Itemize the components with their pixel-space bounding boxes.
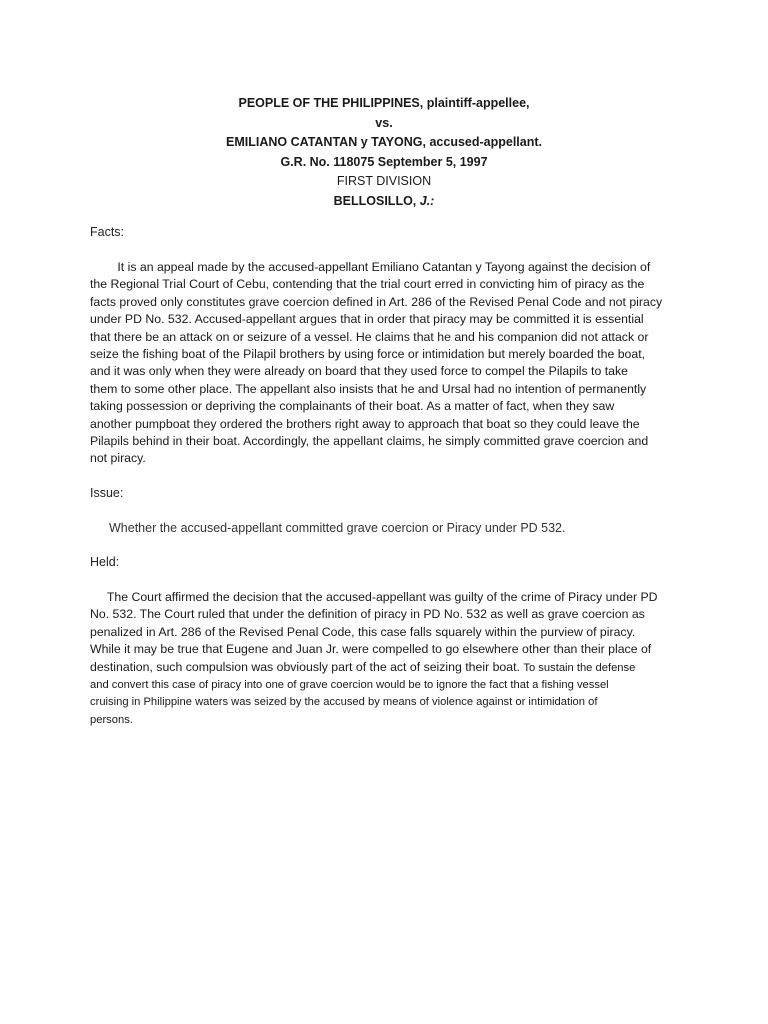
caption-division: FIRST DIVISION [336, 174, 432, 188]
caption-versus: vs. [375, 115, 393, 130]
held-paragraph [90, 589, 690, 729]
held-line: persons. [90, 713, 133, 726]
caption-parties-plaintiff: PEOPLE OF THE PHILIPPINES, plaintiff-appellee, [238, 96, 530, 110]
case-caption [90, 94, 678, 211]
held-line-segment: destination, such compulsion was obviously part of the act of seizing their boat. [90, 659, 524, 674]
facts-heading: Facts: [90, 225, 125, 239]
held-line: and convert this case of piracy into one of grave coercion would be to ignore the fact that a fishing vessel [90, 679, 609, 692]
facts-line: the Regional Trial Court of Cebu, contending that the trial court erred in convicting him of piracy as the [90, 277, 645, 292]
held-line: While it may be true that Eugene and Juan Jr. were compelled to go elsewhere other than their place of [90, 642, 652, 657]
facts-line: them to some other place. The appellant also insists that he and Ursal had no intention of permanently [90, 381, 647, 396]
held-line [90, 659, 690, 677]
ponente-name: BELLOSILLO, [333, 193, 420, 208]
facts-line: seize the fishing boat of the Pilapil brothers by using force or intimidation but merely boarded the boat, [90, 347, 646, 362]
caption-ponente [90, 192, 678, 212]
held-line: penalized in Art. 286 of the Revised Penal Code, this case falls squarely within the purview of piracy. [90, 624, 636, 639]
facts-line: It is an appeal made by the accused-appellant Emiliano Catantan y Tayong against the decision of [90, 260, 651, 274]
facts-line: taking possession or depriving the complainants of their boat. As a matter of fact, when they saw [90, 399, 615, 414]
facts-line: facts proved only constitutes grave coercion defined in Art. 286 of the Revised Penal Code and not piracy [90, 294, 663, 309]
held-line: No. 532. The Court ruled that under the definition of piracy in PD No. 532 as well as grave coercion as [90, 607, 645, 622]
issue-text: Whether the accused-appellant committed grave coercion or Piracy under PD 532. [109, 521, 566, 535]
held-line-segment-small: To sustain the defense [523, 661, 636, 674]
issue-heading: Issue: [90, 486, 124, 500]
held-line: cruising in Philippine waters was seized by the accused by means of violence against or intimidation of [90, 696, 598, 709]
facts-line: and it was only when they were already on board that they used force to compel the Pilapils to take [90, 364, 628, 379]
caption-parties-accused: EMILIANO CATANTAN y TAYONG, accused-appellant. [225, 135, 542, 149]
facts-line: Pilapils behind in their boat. Accordingly, the appellant claims, he simply committed grave coercion and [90, 434, 649, 449]
facts-line: not piracy. [90, 451, 146, 466]
facts-line: another pumpboat they ordered the brothers right away to approach that boat so they could leave the [90, 416, 640, 431]
facts-line: under PD No. 532. Accused-appellant argues that in order that piracy may be committed it is essential [90, 312, 644, 327]
held-heading: Held: [90, 555, 120, 569]
facts-paragraph [90, 259, 690, 468]
ponente-title: J.: [419, 193, 435, 208]
held-line: The Court affirmed the decision that the accused-appellant was guilty of the crime of Piracy under PD [90, 590, 658, 604]
facts-line: that there be an attack on or seizure of a vessel. He claims that he and his companion did not attack or [90, 329, 649, 344]
caption-gr-number: G.R. No. 118075 September 5, 1997 [280, 154, 488, 169]
